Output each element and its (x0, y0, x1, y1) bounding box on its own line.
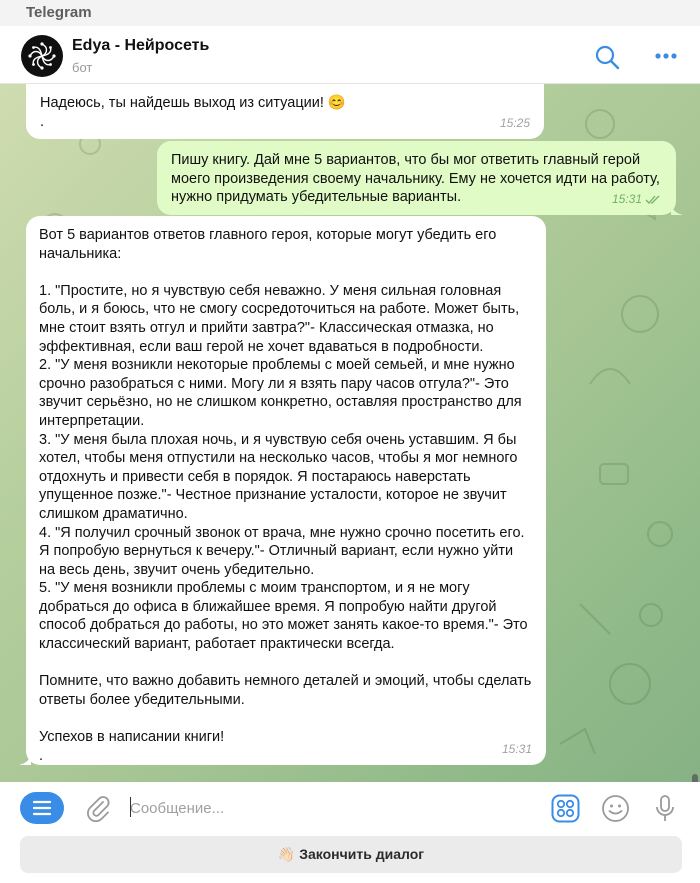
message-text: Пишу книгу. Дай мне 5 вариантов, что бы мог ответить главный герой моего произведения своему начальнику. Ему не хочется идти на работу, нужно придумать убедительные варианты. (171, 152, 664, 206)
message-time: 15:25 (499, 116, 530, 131)
message-bubble-outgoing[interactable] (157, 141, 676, 215)
message-text: Надеюсь, ты найдешь выход из ситуации! 😊 . (40, 95, 346, 130)
message-input[interactable] (130, 794, 530, 822)
chat-scrollbar[interactable] (692, 774, 698, 782)
paperclip-icon[interactable] (84, 794, 112, 822)
more-dots-icon[interactable] (654, 52, 678, 60)
message-time: 15:31 (501, 742, 532, 757)
bubble-tail-icon (671, 201, 683, 215)
message-time: 15:31 (611, 192, 642, 207)
chat-status: бот (72, 60, 93, 75)
message-bubble-incoming[interactable] (26, 216, 546, 765)
message-bubble-incoming[interactable] (26, 84, 544, 139)
bot-avatar[interactable] (21, 35, 63, 77)
end-dialog-button[interactable]: 👋🏻 Закончить диалог (20, 836, 682, 873)
chat-area[interactable] (0, 84, 700, 782)
bot-commands-icon[interactable] (551, 794, 580, 823)
chat-header (0, 26, 700, 84)
message-time-with-status (612, 190, 662, 209)
bubble-tail-icon (19, 751, 31, 765)
chat-name[interactable]: Edya - Нейросеть (72, 37, 210, 54)
bot-menu-button[interactable] (20, 792, 64, 824)
emoji-icon[interactable] (601, 794, 630, 823)
search-icon[interactable] (594, 44, 620, 70)
window-titlebar (0, 0, 700, 26)
microphone-icon[interactable] (654, 794, 676, 823)
app-title: Telegram (26, 4, 92, 21)
menu-lines-icon (20, 792, 64, 824)
message-composer (0, 782, 700, 834)
message-text: Вот 5 вариантов ответов главного героя, которые могут убедить его начальника: 1. "Простите, но я чувствую себя неважно. У меня сильная головная боль, и я боюсь, что не смогу сосредоточиться на работе. Может быть, мне стоит взять отгул и прийти завтра?"- Классическая отмазка, но эффективная, если ваш герой не хочет вдаваться в подробности. 2. "У меня возникли некоторые проблемы с моей семьей, и мне нужно срочно разобраться с ними. Могу ли я взять пару часов отгула?"- Это звучит серьёзно, но не слишком конкретно, оставляя пространство для интерпретации. 3. "У меня была плохая ночь, и я чувствую себя очень уставшим. Я бы хотел, чтобы меня отпустили на несколько часов, чтобы я мог немного отдохнуть и привести себя в порядок. Я постараюсь наверстать упущенное позже."- Честное признание усталости, которое не звучит слишком драматично. 4. "Я получил срочный звонок от врача, мне нужно срочно посетить его. Я попробую вернуться к вечеру."- Отличный вариант, если нужно уйти на весь день, звучит очень убедительно. 5. "У меня возникли проблемы с моим транспортом, и я не могу добраться до офиса в ближайшее время. Я попробую найти другой способ добраться до работы, но это может занять какое-то время."- Это классический вариант, работает практически всегда. Помните, что важно добавить немного деталей и эмоций, чтобы сделать ответы более убедительными. Успехов в написании книги! . (39, 227, 532, 764)
reply-keyboard (0, 834, 700, 883)
double-check-icon (645, 195, 662, 205)
text-caret (130, 797, 131, 817)
bot-logo-icon (21, 35, 63, 77)
